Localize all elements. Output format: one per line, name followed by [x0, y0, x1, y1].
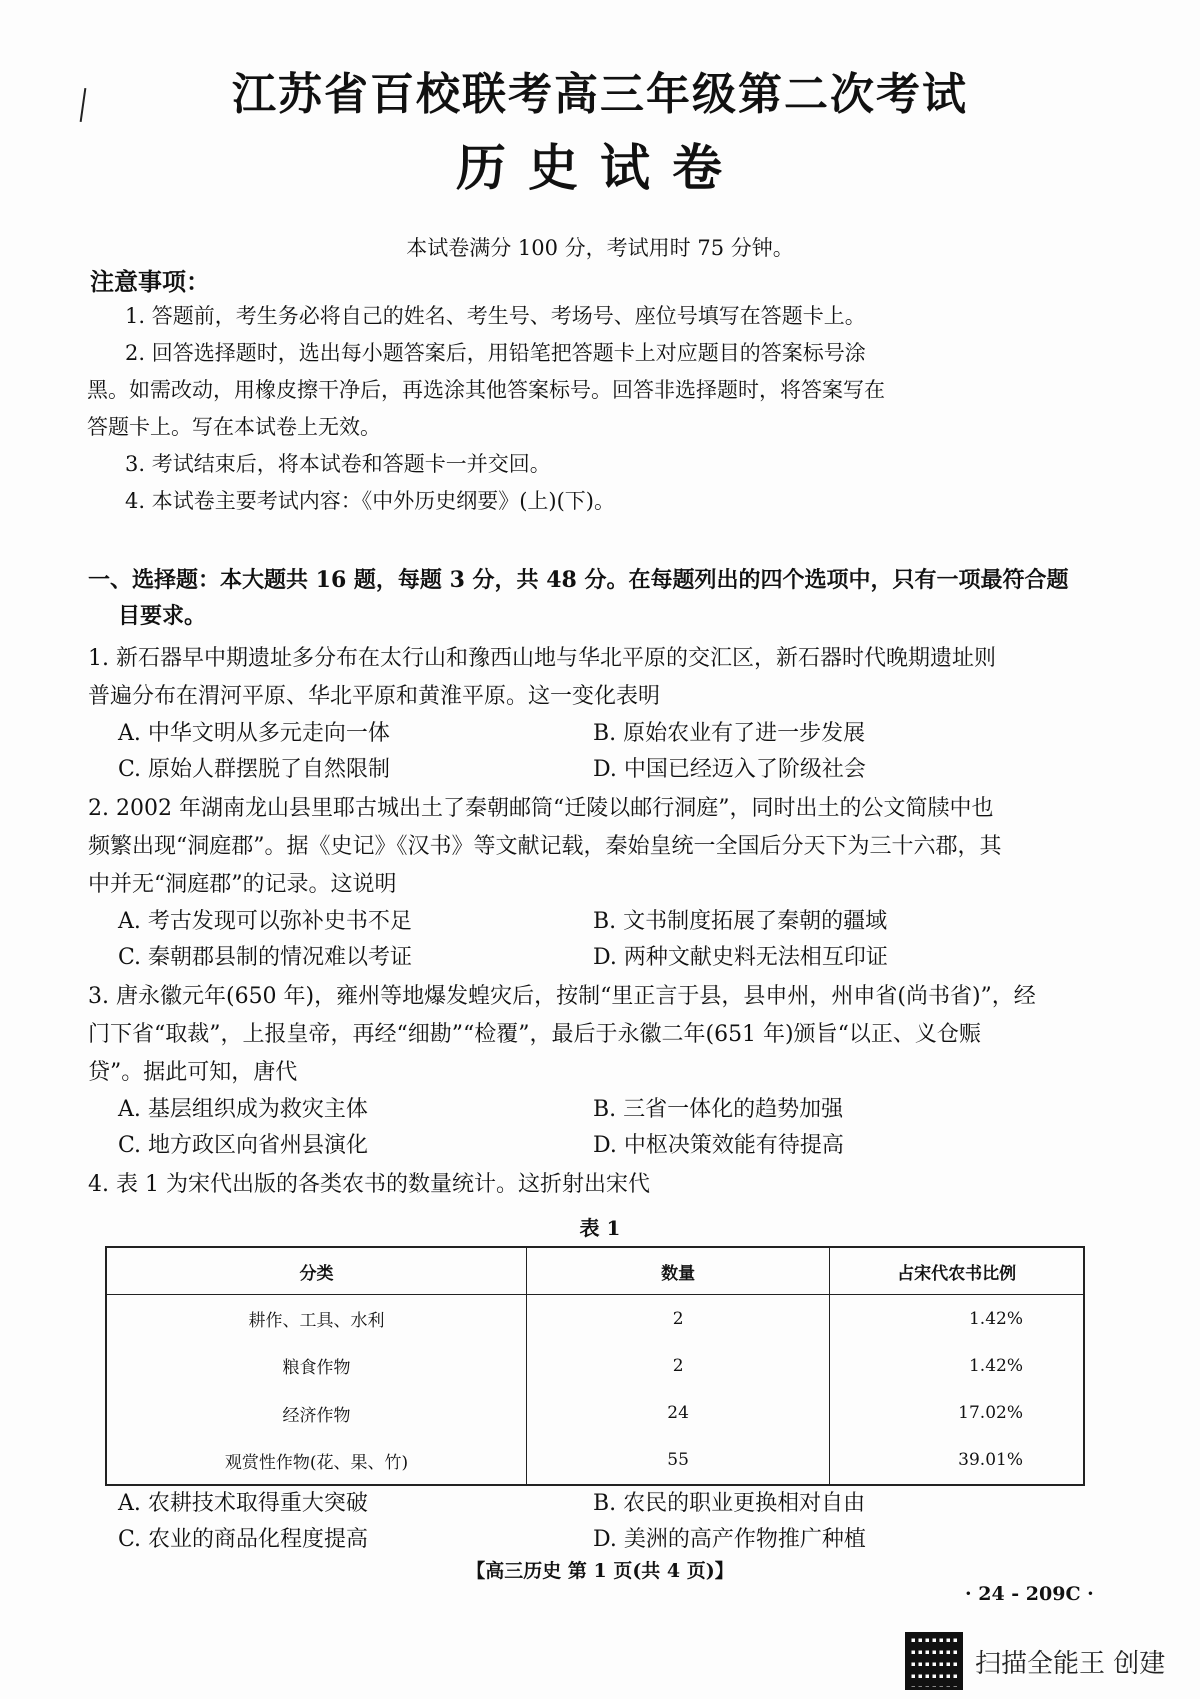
options: [118, 716, 1098, 788]
notice-item: 2. 回答选择题时，选出每小题答案后，用铅笔把答题卡上对应题目的答案标号涂: [125, 341, 866, 365]
option-b[interactable]: B. 三省一体化的趋势加强: [593, 1097, 844, 1122]
question-stem: 中并无“洞庭郡”的记录。这说明: [88, 872, 397, 897]
page-footer: 【高三历史 第 1 页(共 4 页)】: [466, 1560, 734, 1582]
table-header: 分类: [106, 1247, 527, 1295]
table-cell: 39.01%: [830, 1437, 1084, 1485]
section-line: 一、选择题：本大题共 16 题，每题 3 分，共 48 分。在每题列出的四个选项中，只有一项最符合题: [88, 567, 1069, 593]
table-cell: 经济作物: [106, 1389, 527, 1436]
notice-item: 答题卡上。写在本试卷上无效。: [87, 415, 381, 439]
table-row: [106, 1295, 1084, 1343]
table-cell: 2: [527, 1342, 830, 1389]
notice-list: [87, 298, 1065, 520]
question-1: [88, 640, 1098, 788]
question-stem: 3. 唐永徽元年(650 年)，雍州等地爆发蝗灾后，按制“里正言于县，县申州，州申省(尚书省)”，经: [88, 984, 1036, 1009]
question-stem: 2. 2002 年湖南龙山县里耶古城出土了秦朝邮筒“迁陵以邮行洞庭”，同时出土的公文简牍中也: [88, 796, 994, 821]
table-header: 占宋代农书比例: [830, 1247, 1084, 1295]
options: [118, 1092, 1098, 1164]
question-3: [88, 978, 1098, 1164]
table-row: [106, 1389, 1084, 1436]
question-2: [88, 790, 1098, 976]
subject-title: 历史试卷: [456, 138, 744, 197]
notice-item: 3. 考试结束后，将本试卷和答题卡一并交回。: [125, 452, 551, 476]
options: [118, 904, 1098, 976]
table-row: [106, 1437, 1084, 1485]
option-a[interactable]: A. 农耕技术取得重大突破: [118, 1491, 368, 1516]
question-stem: 频繁出现“洞庭郡”。据《史记》《汉书》等文献记载，秦始皇统一全国后分天下为三十六郡，其: [88, 834, 1002, 859]
question-stem: 4. 表 1 为宋代出版的各类农书的数量统计。这折射出宋代: [88, 1172, 650, 1197]
options: [118, 1486, 1098, 1558]
option-d[interactable]: D. 中国已经迈入了阶级社会: [593, 757, 866, 782]
notice-item: 4. 本试卷主要考试内容：《中外历史纲要》(上)(下)。: [125, 489, 615, 513]
question-stem: 贷”。据此可知，唐代: [88, 1060, 298, 1085]
table-cell: 粮食作物: [106, 1342, 527, 1389]
table-cell: 2: [527, 1295, 830, 1343]
notice-item: 1. 答题前，考生务必将自己的姓名、考生号、考场号、座位号填写在答题卡上。: [125, 304, 866, 328]
table-caption: 表 1: [579, 1216, 621, 1240]
qr-code-icon: [905, 1632, 963, 1690]
option-d[interactable]: D. 中枢决策效能有待提高: [593, 1133, 844, 1158]
notice-item: 黑。如需改动，用橡皮擦干净后，再选涂其他答案标号。回答非选择题时，将答案写在: [87, 378, 885, 402]
section-heading: [88, 562, 1098, 634]
question-4: [88, 1166, 1098, 1204]
paper-code: · 24 - 209C ·: [965, 1583, 1094, 1605]
question-stem: 1. 新石器早中期遗址多分布在太行山和豫西山地与华北平原的交汇区，新石器时代晚期遗址则: [88, 646, 996, 671]
data-table: [105, 1246, 1085, 1486]
table-header: 数量: [527, 1247, 830, 1295]
table-header-row: [106, 1247, 1084, 1295]
question-4-options: [88, 1486, 1098, 1558]
exam-title: 江苏省百校联考高三年级第二次考试: [232, 69, 968, 120]
option-b[interactable]: B. 文书制度拓展了秦朝的疆域: [593, 909, 888, 934]
table-cell: 1.42%: [830, 1342, 1084, 1389]
question-stem: 门下省“取裁”，上报皇帝，再经“细勘”“检覆”，最后于永徽二年(651 年)颁旨“以正、义仓赈: [88, 1022, 981, 1047]
option-d[interactable]: D. 美洲的高产作物推广种植: [593, 1527, 866, 1552]
table-row: [106, 1342, 1084, 1389]
table-cell: 观赏性作物(花、果、竹): [106, 1437, 527, 1485]
option-c[interactable]: C. 农业的商品化程度提高: [118, 1527, 369, 1552]
option-b[interactable]: B. 原始农业有了进一步发展: [593, 721, 866, 746]
table-cell: 1.42%: [830, 1295, 1084, 1343]
table-cell: 17.02%: [830, 1389, 1084, 1436]
option-a[interactable]: A. 考古发现可以弥补史书不足: [118, 909, 412, 934]
exam-subtitle: 本试卷满分 100 分，考试用时 75 分钟。: [406, 236, 794, 260]
table-cell: 24: [527, 1389, 830, 1436]
question-stem: 普遍分布在渭河平原、华北平原和黄淮平原。这一变化表明: [88, 684, 661, 709]
option-b[interactable]: B. 农民的职业更换相对自由: [593, 1491, 866, 1516]
table-cell: 耕作、工具、水利: [106, 1295, 527, 1343]
option-a[interactable]: A. 中华文明从多元走向一体: [118, 721, 390, 746]
option-c[interactable]: C. 地方政区向省州县演化: [118, 1133, 369, 1158]
option-c[interactable]: C. 秦朝郡县制的情况难以考证: [118, 945, 413, 970]
notice-heading: 注意事项：: [90, 267, 210, 296]
option-c[interactable]: C. 原始人群摆脱了自然限制: [118, 757, 391, 782]
section-line: 目要求。: [118, 603, 207, 629]
table-cell: 55: [527, 1437, 830, 1485]
option-a[interactable]: A. 基层组织成为救灾主体: [118, 1097, 368, 1122]
scanner-label: 扫描全能王 创建: [975, 1648, 1166, 1679]
scanner-watermark: [905, 1632, 1165, 1690]
option-d[interactable]: D. 两种文献史料无法相互印证: [593, 945, 888, 970]
